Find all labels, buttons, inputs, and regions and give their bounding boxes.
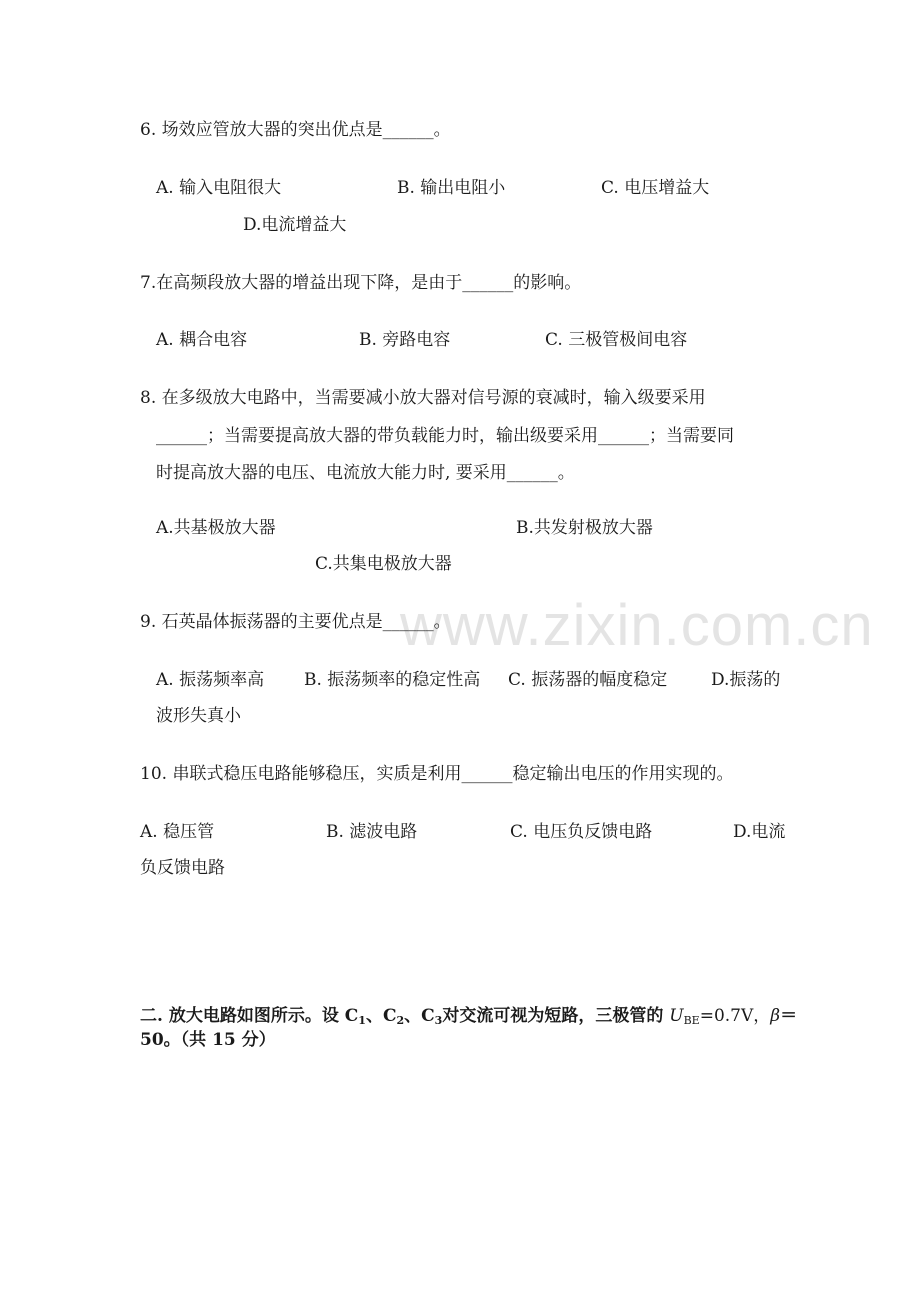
question-10-stem: 10. 串联式稳压电路能够稳压，实质是利用______稳定输出电压的作用实现的。 — [140, 764, 734, 784]
q10-option-d: D.电流 — [733, 822, 786, 842]
q9-option-d-continued: 波形失真小 — [156, 706, 241, 726]
q8-option-b: B.共发射极放大器 — [516, 518, 653, 538]
q10-option-c: C. 电压负反馈电路 — [510, 822, 653, 842]
q6-option-a: A. 输入电阻很大 — [156, 178, 282, 198]
question-6-stem: 6. 场效应管放大器的突出优点是______。 — [140, 120, 451, 140]
ube-subscript: BE — [683, 1014, 700, 1027]
section-2-heading — [140, 1004, 797, 1028]
ube-symbol: U — [669, 1006, 684, 1026]
question-8-stem-line-3: 时提高放大器的电压、电流放大能力时, 要采用______。 — [156, 463, 575, 483]
q9-option-d: D.振荡的 — [711, 670, 781, 690]
section-2-text-4: 对交流可视为短路，三极管的 — [442, 1006, 670, 1026]
q7-option-c: C. 三极管极间电容 — [545, 330, 688, 350]
q8-option-c: C.共集电极放大器 — [315, 554, 452, 574]
section-2-line-2: 50。（共 15 分） — [140, 1030, 276, 1050]
q10-option-d-continued: 负反馈电路 — [140, 858, 225, 878]
q10-option-a: A. 稳压管 — [140, 822, 215, 842]
section-2-text-2: 、C — [365, 1006, 397, 1026]
question-8-stem-line-2: ______；当需要提高放大器的带负载能力时，输出级要采用______；当需要同 — [156, 426, 734, 446]
q7-option-b: B. 旁路电容 — [359, 330, 451, 350]
q8-option-a: A.共基极放大器 — [156, 518, 276, 538]
q9-option-a: A. 振荡频率高 — [156, 670, 265, 690]
section-2-text-1: 二. 放大电路如图所示。设 C — [140, 1006, 359, 1026]
subscript-2: 2 — [396, 1014, 405, 1027]
question-7-stem: 7.在高频段放大器的增益出现下降，是由于______的影响。 — [140, 273, 582, 293]
watermark: www.zixin.com.cn — [400, 593, 874, 658]
q7-option-a: A. 耦合电容 — [156, 330, 248, 350]
question-9-stem: 9. 石英晶体振荡器的主要优点是______。 — [140, 612, 451, 632]
q6-option-b: B. 输出电阻小 — [397, 178, 506, 198]
section-2-text-6: ＝ — [780, 1006, 798, 1026]
q6-option-c: C. 电压增益大 — [601, 178, 710, 198]
q9-option-b: B. 振荡频率的稳定性高 — [304, 670, 481, 690]
subscript-1: 1 — [358, 1014, 366, 1027]
section-2-text-5: =0.7V， — [699, 1006, 771, 1026]
q6-option-d: D.电流增益大 — [243, 215, 347, 235]
q10-option-b: B. 滤波电路 — [326, 822, 418, 842]
section-2-text-3: 、C — [404, 1006, 435, 1026]
q9-option-c: C. 振荡器的幅度稳定 — [508, 670, 668, 690]
subscript-3: 3 — [434, 1014, 443, 1027]
question-8-stem-line-1: 8. 在多级放大电路中，当需要减小放大器对信号源的衰减时，输入级要采用 — [140, 388, 706, 408]
beta-symbol: β — [770, 1006, 781, 1026]
